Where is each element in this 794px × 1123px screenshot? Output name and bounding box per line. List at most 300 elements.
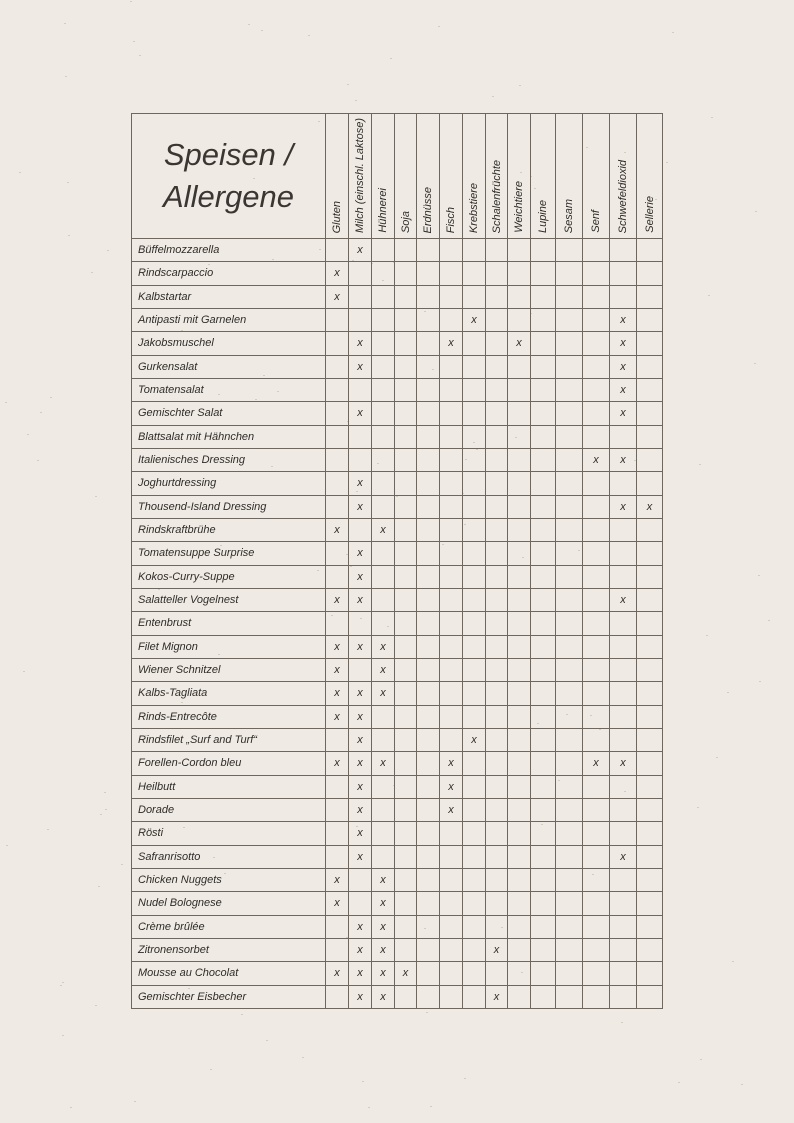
- allergen-cell: [395, 472, 417, 495]
- allergen-cell: [486, 775, 508, 798]
- allergen-cell: [531, 425, 556, 448]
- allergen-cell: [326, 402, 349, 425]
- paper-speckle: [741, 1084, 743, 1085]
- paper-speckle: [759, 681, 761, 682]
- allergen-cell: [637, 448, 663, 471]
- allergen-cell: [395, 822, 417, 845]
- allergen-cell: [395, 402, 417, 425]
- allergen-cell: [531, 518, 556, 541]
- allergen-cell: [556, 378, 583, 401]
- allergen-cell: [417, 402, 440, 425]
- allergen-cell: [440, 892, 463, 915]
- table-body: [132, 239, 663, 1009]
- dish-name: Heilbutt: [132, 775, 326, 798]
- allergen-cell: [417, 285, 440, 308]
- allergen-cell: [417, 752, 440, 775]
- allergen-cell: [610, 962, 637, 985]
- paper-speckle: [261, 30, 263, 31]
- allergen-mark: x: [463, 308, 486, 331]
- dish-name: Rindskraftbrühe: [132, 518, 326, 541]
- allergen-cell: [610, 612, 637, 635]
- paper-speckle: [50, 397, 52, 398]
- paper-speckle: [768, 620, 770, 621]
- allergen-mark: x: [440, 752, 463, 775]
- allergen-cell: [531, 355, 556, 378]
- allergen-cell: [486, 495, 508, 518]
- allergen-cell: [637, 658, 663, 681]
- allergen-mark: x: [349, 775, 372, 798]
- allergen-cell: [556, 332, 583, 355]
- dish-name: Thousend-Island Dressing: [132, 495, 326, 518]
- allergen-cell: [463, 262, 486, 285]
- paper-speckle: [70, 1107, 72, 1108]
- allergen-label: Krebstiere: [468, 182, 480, 233]
- paper-speckle: [95, 496, 97, 497]
- allergen-cell: [486, 285, 508, 308]
- paper-speckle: [47, 829, 49, 830]
- allergen-cell: [326, 938, 349, 961]
- allergen-cell: [440, 262, 463, 285]
- allergen-cell: [486, 845, 508, 868]
- allergen-cell: [395, 915, 417, 938]
- dish-name: Italienisches Dressing: [132, 448, 326, 471]
- allergen-cell: [349, 262, 372, 285]
- allergen-cell: [440, 728, 463, 751]
- allergen-cell: [440, 448, 463, 471]
- dish-name: Safranrisotto: [132, 845, 326, 868]
- allergen-cell: [326, 542, 349, 565]
- paper-speckle: [308, 35, 310, 36]
- dish-name: Crème brûlée: [132, 915, 326, 938]
- allergen-cell: [556, 402, 583, 425]
- allergen-cell: [395, 798, 417, 821]
- paper-speckle: [19, 172, 21, 173]
- allergen-mark: x: [349, 822, 372, 845]
- allergen-cell: [372, 448, 395, 471]
- allergen-cell: [637, 728, 663, 751]
- allergen-cell: [531, 962, 556, 985]
- allergen-cell: [556, 798, 583, 821]
- allergen-cell: [463, 565, 486, 588]
- allergen-cell: [395, 938, 417, 961]
- paper-speckle: [711, 117, 713, 118]
- allergen-cell: [486, 542, 508, 565]
- allergen-mark: x: [326, 518, 349, 541]
- allergen-mark: x: [372, 892, 395, 915]
- paper-speckle: [430, 1106, 432, 1107]
- dish-name: Gemischter Salat: [132, 402, 326, 425]
- allergen-cell: [395, 448, 417, 471]
- dish-name: Tomatensalat: [132, 378, 326, 401]
- allergen-cell: [417, 915, 440, 938]
- dish-name: Jakobsmuschel: [132, 332, 326, 355]
- allergen-cell: [463, 798, 486, 821]
- allergen-cell: [508, 915, 531, 938]
- allergen-cell: [349, 425, 372, 448]
- allergen-mark: x: [372, 752, 395, 775]
- allergen-cell: [583, 915, 610, 938]
- allergen-cell: [440, 542, 463, 565]
- table-row: [132, 425, 663, 448]
- allergen-cell: [486, 402, 508, 425]
- allergen-cell: [395, 285, 417, 308]
- allergen-cell: [440, 612, 463, 635]
- allergen-cell: [440, 518, 463, 541]
- allergen-cell: [326, 565, 349, 588]
- paper-speckle: [23, 671, 25, 672]
- allergen-cell: [440, 915, 463, 938]
- dish-name: Gemischter Eisbecher: [132, 985, 326, 1009]
- allergen-cell: [486, 612, 508, 635]
- allergen-cell: [395, 752, 417, 775]
- paper-speckle: [104, 792, 106, 793]
- allergen-cell: [637, 542, 663, 565]
- allergen-label: Sellerie: [643, 196, 656, 233]
- allergen-cell: [372, 588, 395, 611]
- allergen-cell: [417, 658, 440, 681]
- allergen-cell: [395, 775, 417, 798]
- allergen-label: Schwefeldioxid: [617, 159, 629, 233]
- allergen-cell: [637, 938, 663, 961]
- allergen-mark: x: [610, 332, 637, 355]
- allergen-cell: [395, 705, 417, 728]
- allergen-label: Soja: [399, 210, 412, 233]
- allergen-mark: x: [349, 588, 372, 611]
- allergen-cell: [556, 448, 583, 471]
- paper-speckle: [40, 412, 42, 413]
- allergen-cell: [417, 892, 440, 915]
- allergen-cell: [395, 378, 417, 401]
- allergen-cell: [463, 378, 486, 401]
- allergen-cell: [583, 705, 610, 728]
- paper-speckle: [666, 162, 668, 163]
- allergen-cell: [556, 752, 583, 775]
- table-row: [132, 658, 663, 681]
- allergen-cell: [326, 728, 349, 751]
- allergen-cell: [395, 845, 417, 868]
- allergen-cell: [531, 775, 556, 798]
- allergen-cell: [440, 985, 463, 1009]
- allergen-cell: [417, 728, 440, 751]
- allergen-cell: [556, 239, 583, 262]
- allergen-cell: [440, 565, 463, 588]
- allergen-cell: [326, 495, 349, 518]
- allergen-mark: x: [349, 845, 372, 868]
- allergen-cell: [372, 728, 395, 751]
- allergen-mark: x: [349, 355, 372, 378]
- allergen-label: Weichtiere: [513, 181, 525, 233]
- table-row: [132, 938, 663, 961]
- allergen-header: [508, 114, 531, 239]
- dish-name: Wiener Schnitzel: [132, 658, 326, 681]
- allergen-mark: x: [372, 518, 395, 541]
- allergen-cell: [531, 822, 556, 845]
- allergen-cell: [583, 425, 610, 448]
- allergen-mark: x: [326, 588, 349, 611]
- allergen-mark: x: [326, 682, 349, 705]
- paper-speckle: [91, 272, 93, 273]
- table-row: [132, 822, 663, 845]
- allergen-cell: [372, 332, 395, 355]
- allergen-cell: [583, 798, 610, 821]
- dish-name: Büffelmozzarella: [132, 239, 326, 262]
- allergen-cell: [486, 798, 508, 821]
- allergen-table: [131, 113, 663, 1009]
- allergen-cell: [486, 565, 508, 588]
- allergen-cell: [637, 565, 663, 588]
- table-row: [132, 798, 663, 821]
- allergen-cell: [583, 635, 610, 658]
- allergen-label: Hühnerei: [377, 188, 389, 233]
- allergen-cell: [440, 682, 463, 705]
- allergen-cell: [463, 355, 486, 378]
- allergen-cell: [417, 962, 440, 985]
- allergen-cell: [531, 542, 556, 565]
- allergen-mark: x: [583, 752, 610, 775]
- allergen-cell: [508, 705, 531, 728]
- allergen-cell: [440, 845, 463, 868]
- allergen-cell: [417, 868, 440, 891]
- allergen-cell: [610, 262, 637, 285]
- allergen-cell: [531, 285, 556, 308]
- allergen-mark: x: [610, 588, 637, 611]
- allergen-cell: [326, 472, 349, 495]
- dish-name: Nudel Bolognese: [132, 892, 326, 915]
- allergen-cell: [440, 962, 463, 985]
- allergen-cell: [583, 728, 610, 751]
- allergen-mark: x: [349, 915, 372, 938]
- allergen-cell: [556, 518, 583, 541]
- allergen-mark: x: [610, 845, 637, 868]
- allergen-cell: [531, 938, 556, 961]
- table-row: [132, 495, 663, 518]
- dish-name: Chicken Nuggets: [132, 868, 326, 891]
- allergen-cell: [486, 518, 508, 541]
- allergen-cell: [372, 262, 395, 285]
- allergen-cell: [637, 239, 663, 262]
- paper-speckle: [362, 1081, 364, 1082]
- allergen-cell: [583, 588, 610, 611]
- paper-speckle: [248, 24, 250, 25]
- allergen-cell: [583, 938, 610, 961]
- allergen-cell: [486, 892, 508, 915]
- allergen-cell: [372, 308, 395, 331]
- table-row: [132, 682, 663, 705]
- allergen-cell: [463, 285, 486, 308]
- allergen-cell: [463, 542, 486, 565]
- allergen-cell: [531, 868, 556, 891]
- allergen-mark: x: [610, 378, 637, 401]
- allergen-cell: [417, 938, 440, 961]
- allergen-cell: [556, 262, 583, 285]
- allergen-label: Schalenfrüchte: [490, 159, 503, 233]
- allergen-cell: [486, 355, 508, 378]
- allergen-cell: [395, 728, 417, 751]
- allergen-cell: [372, 355, 395, 378]
- allergen-cell: [486, 332, 508, 355]
- allergen-cell: [417, 705, 440, 728]
- allergen-cell: [440, 285, 463, 308]
- allergen-mark: x: [610, 402, 637, 425]
- paper-speckle: [758, 575, 760, 576]
- allergen-cell: [417, 682, 440, 705]
- allergen-cell: [531, 915, 556, 938]
- allergen-mark: x: [372, 938, 395, 961]
- allergen-cell: [531, 402, 556, 425]
- allergen-mark: x: [349, 635, 372, 658]
- allergen-cell: [372, 495, 395, 518]
- allergen-cell: [583, 378, 610, 401]
- allergen-cell: [637, 612, 663, 635]
- allergen-cell: [372, 612, 395, 635]
- dish-name: Tomatensuppe Surprise: [132, 542, 326, 565]
- paper-speckle: [65, 76, 67, 77]
- allergen-mark: x: [372, 962, 395, 985]
- allergen-header: [372, 114, 395, 239]
- paper-speckle: [727, 692, 729, 693]
- header-row: [132, 114, 663, 239]
- allergen-cell: [610, 658, 637, 681]
- allergen-cell: [417, 378, 440, 401]
- allergen-cell: [372, 425, 395, 448]
- allergen-cell: [583, 332, 610, 355]
- allergen-mark: x: [372, 682, 395, 705]
- table-row: [132, 962, 663, 985]
- allergen-cell: [463, 705, 486, 728]
- allergen-cell: [326, 308, 349, 331]
- allergen-header: [326, 114, 349, 239]
- allergen-cell: [531, 262, 556, 285]
- allergen-mark: x: [349, 542, 372, 565]
- allergen-cell: [610, 635, 637, 658]
- allergen-cell: [610, 775, 637, 798]
- table-row: [132, 612, 663, 635]
- allergen-cell: [637, 355, 663, 378]
- allergen-cell: [486, 308, 508, 331]
- allergen-cell: [326, 798, 349, 821]
- allergen-cell: [637, 285, 663, 308]
- allergen-cell: [531, 588, 556, 611]
- allergen-cell: [531, 612, 556, 635]
- allergen-cell: [556, 962, 583, 985]
- paper-speckle: [678, 1082, 680, 1083]
- allergen-cell: [583, 262, 610, 285]
- paper-speckle: [62, 982, 64, 983]
- page-title: [132, 114, 326, 239]
- allergen-cell: [556, 682, 583, 705]
- allergen-cell: [395, 985, 417, 1009]
- allergen-cell: [610, 985, 637, 1009]
- dish-name: Mousse au Chocolat: [132, 962, 326, 985]
- dish-name: Zitronensorbet: [132, 938, 326, 961]
- allergen-cell: [440, 588, 463, 611]
- allergen-cell: [637, 705, 663, 728]
- dish-name: Kokos-Curry-Suppe: [132, 565, 326, 588]
- paper-speckle: [95, 1005, 97, 1006]
- allergen-cell: [508, 378, 531, 401]
- allergen-cell: [610, 239, 637, 262]
- allergen-mark: x: [349, 985, 372, 1009]
- allergen-cell: [349, 285, 372, 308]
- allergen-cell: [486, 915, 508, 938]
- allergen-header: [349, 114, 372, 239]
- paper-speckle: [98, 886, 100, 887]
- allergen-cell: [326, 332, 349, 355]
- allergen-mark: x: [610, 495, 637, 518]
- allergen-cell: [637, 402, 663, 425]
- allergen-cell: [440, 938, 463, 961]
- allergen-cell: [508, 658, 531, 681]
- allergen-cell: [463, 658, 486, 681]
- allergen-cell: [556, 728, 583, 751]
- allergen-cell: [349, 892, 372, 915]
- allergen-cell: [463, 962, 486, 985]
- allergen-cell: [463, 985, 486, 1009]
- allergen-cell: [417, 239, 440, 262]
- allergen-cell: [486, 472, 508, 495]
- allergen-cell: [531, 658, 556, 681]
- allergen-cell: [583, 845, 610, 868]
- allergen-cell: [508, 472, 531, 495]
- allergen-cell: [395, 565, 417, 588]
- allergen-cell: [486, 682, 508, 705]
- allergen-cell: [417, 425, 440, 448]
- allergen-cell: [637, 798, 663, 821]
- allergen-cell: [556, 845, 583, 868]
- allergen-cell: [395, 588, 417, 611]
- paper-speckle: [105, 809, 107, 810]
- allergen-cell: [372, 798, 395, 821]
- allergen-cell: [637, 308, 663, 331]
- allergen-cell: [556, 542, 583, 565]
- allergen-mark: x: [372, 915, 395, 938]
- dish-name: Salatteller Vogelnest: [132, 588, 326, 611]
- allergen-cell: [637, 915, 663, 938]
- allergen-cell: [395, 239, 417, 262]
- allergen-cell: [637, 845, 663, 868]
- paper-speckle: [355, 100, 357, 101]
- dish-name: Forellen-Cordon bleu: [132, 752, 326, 775]
- allergen-cell: [463, 845, 486, 868]
- allergen-cell: [556, 565, 583, 588]
- allergen-mark: x: [637, 495, 663, 518]
- allergen-cell: [372, 378, 395, 401]
- allergen-header: [440, 114, 463, 239]
- allergen-cell: [556, 495, 583, 518]
- table-row: [132, 332, 663, 355]
- paper-speckle: [266, 1040, 268, 1041]
- allergen-cell: [372, 705, 395, 728]
- table-row: [132, 518, 663, 541]
- dish-name: Blattsalat mit Hähnchen: [132, 425, 326, 448]
- allergen-cell: [531, 985, 556, 1009]
- allergen-cell: [372, 239, 395, 262]
- allergen-cell: [326, 845, 349, 868]
- allergen-cell: [326, 448, 349, 471]
- allergen-mark: x: [349, 752, 372, 775]
- allergen-cell: [417, 355, 440, 378]
- allergen-cell: [463, 472, 486, 495]
- paper-speckle: [302, 1057, 304, 1058]
- paper-speckle: [700, 1059, 702, 1060]
- table-row: [132, 588, 663, 611]
- allergen-cell: [463, 239, 486, 262]
- allergen-cell: [372, 542, 395, 565]
- allergen-cell: [508, 425, 531, 448]
- allergen-label: Senf: [590, 210, 602, 233]
- allergen-cell: [486, 658, 508, 681]
- allergen-cell: [583, 775, 610, 798]
